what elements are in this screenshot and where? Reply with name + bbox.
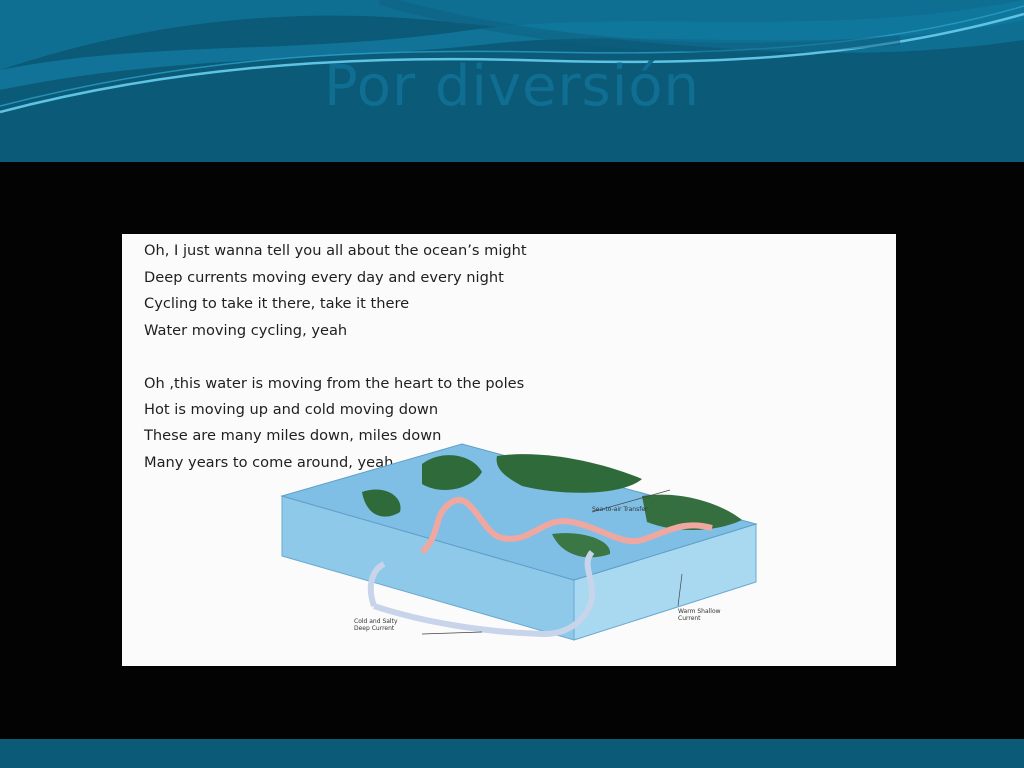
lyric-line: Oh, I just wanna tell you all about the ocean’s might	[144, 242, 527, 259]
lyric-line: Oh ,this water is moving from the heart to the poles	[144, 375, 525, 392]
lyrics-image	[122, 234, 896, 666]
slide-header	[0, 0, 1024, 162]
diagram-label-transfer: Sea-to-air Transfer	[592, 506, 648, 513]
lyric-line: Deep currents moving every day and every night	[144, 269, 504, 286]
lyric-line: Hot is moving up and cold moving down	[144, 401, 439, 418]
diagram-label-shallow-current: Warm Shallow Current	[678, 608, 721, 622]
ocean-conveyor-diagram	[122, 234, 896, 666]
lyric-line: Many years to come around, yeah	[144, 454, 394, 471]
slide-title: Por diversión	[323, 54, 701, 119]
lyric-line: Cycling to take it there, take it there	[144, 295, 410, 312]
diagram-label-deep-current: Cold and Salty Deep Current	[354, 618, 398, 632]
lyric-line: Water moving cycling, yeah	[144, 322, 348, 339]
slide-footer	[0, 739, 1024, 768]
lyric-line: These are many miles down, miles down	[144, 427, 442, 444]
